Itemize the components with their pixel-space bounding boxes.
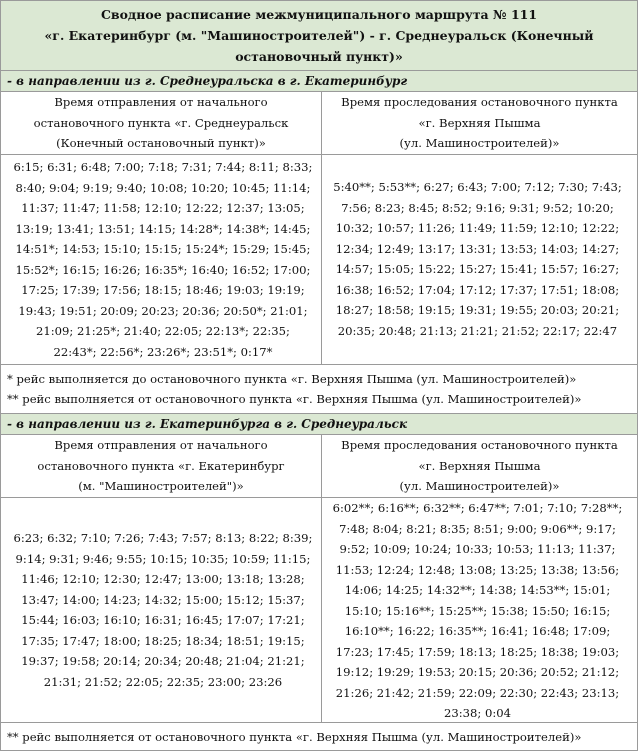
times-line: 15:10; 15:16**; 15:25**; 15:38; 15:50; 16:15; [344,603,611,618]
title-line-1: Сводное расписание межмуниципального маршрута № 111 [100,7,538,22]
times-line: 7:56; 8:23; 8:45; 8:52; 9:16; 9:31; 9:52; 10:20; [341,200,614,215]
times-line: 9:52; 10:09; 10:24; 10:33; 10:53; 11:13; 11:37; [339,542,616,556]
departure-header [1,92,322,154]
times-row [1,155,637,365]
times-line: 7:48; 8:04; 8:21; 8:35; 8:51; 9:00; 9:06**; 9:17; [339,521,616,536]
times-line: 18:27; 18:58; 19:15; 19:31; 19:55; 20:03; 20:21; [335,303,620,317]
times-line: 6:15; 6:31; 6:48; 7:00; 7:18; 7:31; 7:44; 8:11; 8:33; [13,160,313,174]
times-line: 6:02**; 6:16**; 6:32**; 6:47**; 7:01; 7:10; 7:28**; [332,501,623,515]
header-line: Время проследования остановочного пункта [341,438,618,453]
times-line: 17:25; 17:39; 17:56; 18:15; 18:46; 19:03; 19:19; [21,283,305,297]
times-line: 16:38; 16:52; 17:04; 17:12; 17:37; 17:51; 18:08; [335,282,620,297]
header-line: (Конечный остановочный пункт)» [56,136,266,151]
departure-header [1,435,322,497]
times-line: 19:37; 19:58; 20:14; 20:34; 20:48; 21:04; 21:21; [21,654,305,668]
header-line: (м. "Машиностроителей")» [78,479,244,494]
times-line: 22:43*; 22:56*; 23:26*; 23:51*; 0:17* [53,344,273,359]
pass-through-times [322,498,633,722]
pass-through-header [322,435,637,497]
times-line: 11:53; 12:24; 12:48; 13:08; 13:25; 13:38; 13:56; [335,562,620,577]
column-header-row [1,435,637,498]
header-line: Время проследования остановочного пункта [341,95,618,110]
times-line: 12:34; 12:49; 13:17; 13:31; 13:53; 14:03; 14:27; [335,241,620,256]
times-line: 19:43; 19:51; 20:09; 20:23; 20:36; 20:50*; 21:01; [18,303,308,318]
header-line: (ул. Машиностроителей)» [399,136,560,151]
times-line: 21:31; 21:52; 22:05; 22:35; 23:00; 23:26 [43,674,283,689]
times-line: 6:23; 6:32; 7:10; 7:26; 7:43; 7:57; 8:13; 8:22; 8:39; [13,531,313,545]
title-line-2: «г. Екатеринбург (м. "Машиностроителей") - г. Среднеуральск (Конечный [44,28,594,43]
column-header-row [1,92,637,155]
header-line: «г. Верхняя Пышма [418,115,541,130]
times-line: 13:19; 13:41; 13:51; 14:15; 14:28*; 14:38*; 14:45; [15,221,311,236]
times-line: 21:09; 21:25*; 21:40; 22:05; 22:13*; 22:35; [36,324,290,338]
pass-through-times [322,155,633,364]
title-line-3: остановочный пункт)» [235,49,403,64]
footnotes [1,723,637,751]
footnote-single-star: * рейс выполняется до остановочного пункта «г. Верхняя Пышма (ул. Машиностроителей)» [7,372,577,386]
times-line: 13:47; 14:00; 14:23; 14:32; 15:00; 15:12; 15:37; [21,592,305,607]
header-line: остановочного пункта «г. Екатеринбург [37,458,285,473]
times-line: 20:35; 20:48; 21:13; 21:21; 21:52; 22:17; 22:47 [337,323,618,338]
times-line: 14:51*; 14:53; 15:10; 15:15; 15:24*; 15:29; 15:45; [15,242,311,256]
times-line: 15:44; 16:03; 16:10; 16:31; 16:45; 17:07; 17:21; [21,613,305,627]
times-line: 23:38; 0:04 [443,706,511,720]
header-line: (ул. Машиностроителей)» [399,479,560,494]
times-line: 9:14; 9:31; 9:46; 9:55; 10:15; 10:35; 10:59; 11:15; [15,551,311,566]
section-heading-to-ekaterinburg: - в направлении из г. Среднеуральска в г. Екатеринбург [1,71,637,92]
times-line: 14:06; 14:25; 14:32**; 14:38; 14:53**; 15:01; [344,583,611,597]
times-line: 8:40; 9:04; 9:19; 9:40; 10:08; 10:20; 10:45; 11:14; [15,180,311,195]
times-line: 15:52*; 16:15; 16:26; 16:35*; 16:40; 16:52; 17:00; [15,262,311,277]
times-line: 14:57; 15:05; 15:22; 15:27; 15:41; 15:57; 16:27; [335,262,620,276]
footnotes [1,365,637,414]
section-heading-to-sredneuralsk: - в направлении из г. Екатеринбурга в г. Среднеуральск [1,414,637,435]
footnote-double-star: ** рейс выполняется от остановочного пункта «г. Верхняя Пышма (ул. Машиностроителей)» [7,392,582,406]
times-line: 11:46; 12:10; 12:30; 12:47; 13:00; 13:18; 13:28; [21,572,305,586]
times-line: 5:40**; 5:53**; 6:27; 6:43; 7:00; 7:12; 7:30; 7:43; [333,180,622,194]
departure-times [5,155,322,364]
departure-times [5,498,322,722]
times-line: 10:32; 10:57; 11:26; 11:49; 11:59; 12:10; 12:22; [335,221,620,235]
page-title [1,1,637,71]
times-line: 21:26; 21:42; 21:59; 22:09; 22:30; 22:43; 23:13; [335,685,620,700]
times-line: 17:35; 17:47; 18:00; 18:25; 18:34; 18:51; 19:15; [21,633,305,648]
header-line: «г. Верхняя Пышма [418,458,541,473]
times-line: 16:10**; 16:22; 16:35**; 16:41; 16:48; 17:09; [344,624,611,638]
header-line: Время отправления от начального [54,95,268,110]
header-line: остановочного пункта «г. Среднеуральск [33,115,289,130]
header-line: Время отправления от начального [54,438,268,453]
times-row [1,498,637,723]
footnote-double-star: ** рейс выполняется от остановочного пункта «г. Верхняя Пышма (ул. Машиностроителей)» [7,730,582,744]
times-line: 17:23; 17:45; 17:59; 18:13; 18:25; 18:38; 19:03; [335,644,620,659]
times-line: 19:12; 19:29; 19:53; 20:15; 20:36; 20:52; 21:12; [335,665,620,679]
times-line: 11:37; 11:47; 11:58; 12:10; 12:22; 12:37; 13:05; [21,201,305,215]
pass-through-header [322,92,637,154]
